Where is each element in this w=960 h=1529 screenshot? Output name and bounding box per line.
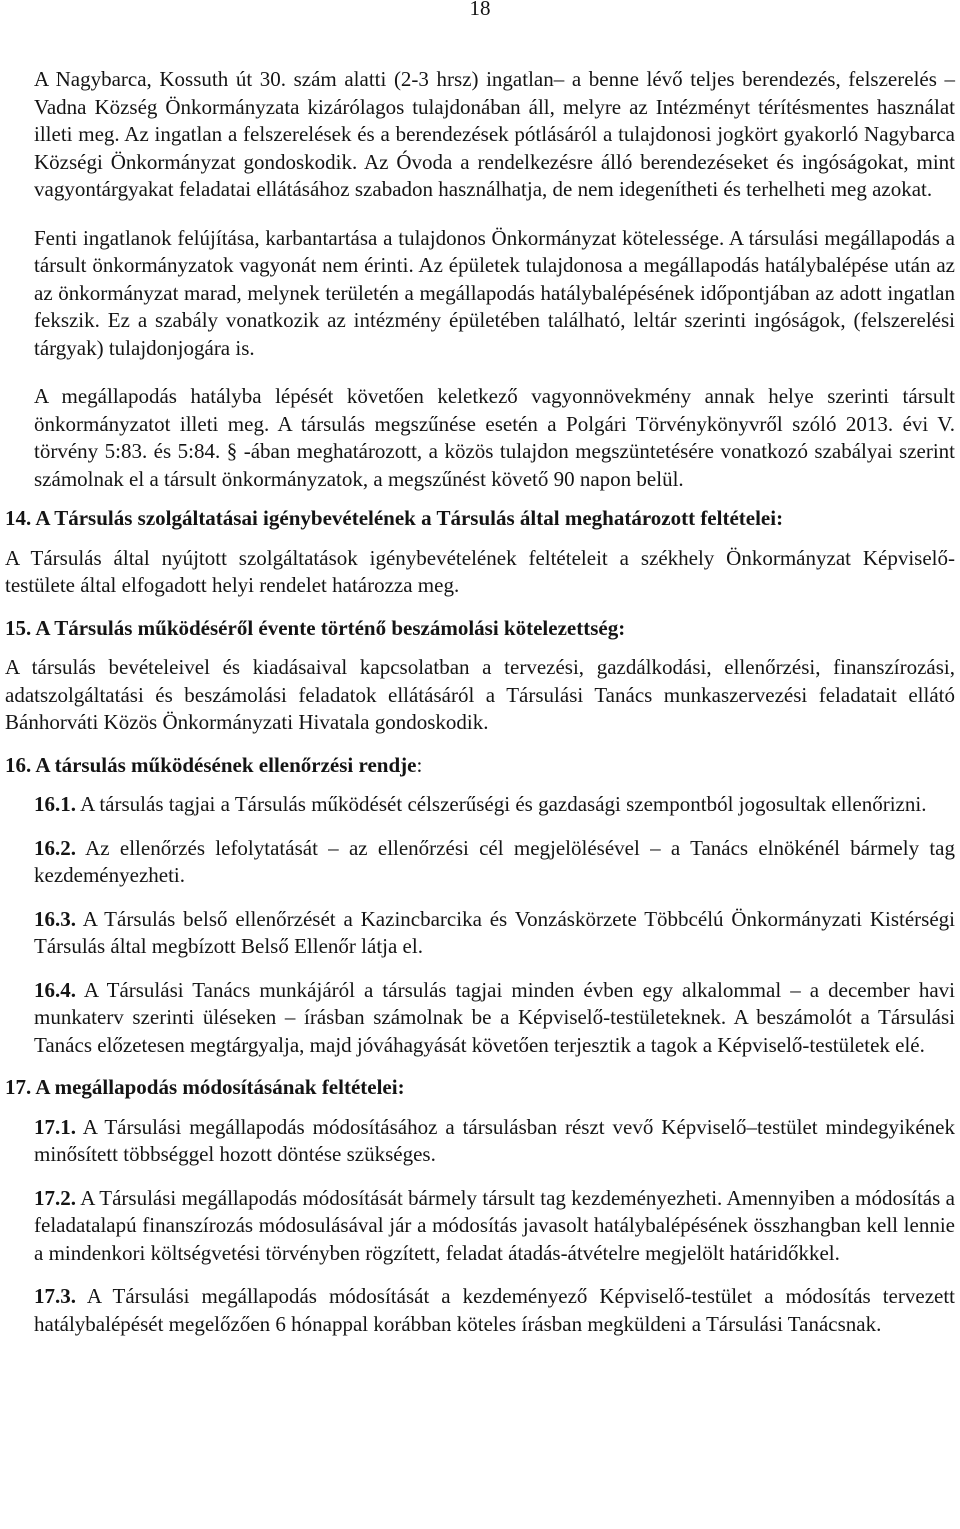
section-heading bbox=[5, 1074, 955, 1102]
section-body: A Társulás által nyújtott szolgáltatások igénybevételének feltételeit a székhely Önkormányzat Képviselő-testülete által elfogadott helyi rendelet határozza meg. bbox=[5, 545, 955, 597]
subsection-number: 17.2. bbox=[34, 1185, 76, 1210]
subsection-text: A Társulási megállapodás módosításához a társulásban részt vevő Képviselő–testület mindegyikének minősített többséggel hozott döntése szükséges. bbox=[34, 1114, 955, 1166]
subsection-number: 17.3. bbox=[34, 1284, 76, 1308]
section-14 bbox=[5, 505, 955, 600]
document-body bbox=[5, 66, 955, 1338]
page-number: 18 bbox=[469, 0, 491, 20]
section-17 bbox=[5, 1074, 955, 1338]
section-heading bbox=[5, 752, 955, 780]
section-body: A társulás bevételeivel és kiadásaival kapcsolatban a tervezési, gazdálkodási, ellenőrzési, finanszírozási, adatszolgáltatási és beszámolási feladatok ellátásáról a Társulási Tanács munkaszervezési feladatait ellátó Bánhorváti Közös Önkormányzati Hivatala gondoskodik. bbox=[5, 655, 955, 734]
subsection-item bbox=[34, 1283, 955, 1338]
intro-paragraph: Fenti ingatlanok felújítása, karbantartása a tulajdonos Önkormányzat kötelessége. A társulási megállapodás a társult önkormányzatok vagyonát nem érinti. Az épületek tulajdonosa a megállapodás hatálybalépése után az az önkormányzat marad, melynek területén a megállapodás hatálybalépésének időpontjában az adott ingatlan fekszik. Ez a szabály vonatkozik az intézmény épületében található, leltár szerinti ingóságok, (felszerelési tárgyak) tulajdonjogára is. bbox=[34, 225, 955, 360]
subsection-text: A Társulás belső ellenőrzését a Kazincbarcika és Vonzáskörzete Többcélú Önkormányzati Kistérségi Társulás által megbízott Belső Ellenőr látja el. bbox=[34, 906, 955, 958]
section-heading-suffix: : bbox=[416, 752, 423, 777]
section-heading bbox=[5, 615, 955, 643]
subsection-number: 16.1. bbox=[34, 792, 76, 816]
intro-paragraph: A Nagybarca, Kossuth út 30. szám alatti (2-3 hrsz) ingatlan– a benne lévő teljes berendezés, felszerelés – Vadna Község Önkormányzata kizárólagos tulajdonában áll, melyre az Intézményt térítésmentes használat illeti meg. Az ingatlan a felszerelések és a berendezések pótlásáról a tulajdonosi jogkört gyakorló Nagybarca Községi Önkormányzat gondoskodik. Az Óvoda a rendelkezésre álló berendezéseket és ingóságokat, mint vagyontárgyakat feladatai ellátásához szabadon használhatja, de nem idegenítheti és terhelheti meg azokat. bbox=[34, 67, 955, 201]
subsection-text: A Társulási megállapodás módosítását a kezdeményező Képviselő-testület a módosítás tervezett hatálybalépését megelőzően 6 hónappal korábban köteles írásban megküldeni a Társulási Tanácsnak. bbox=[34, 1284, 956, 1336]
subsection-item bbox=[34, 1114, 955, 1169]
section-heading bbox=[5, 505, 955, 533]
subsection-item bbox=[34, 835, 955, 890]
section-heading-text: 17. A megállapodás módosításának feltételei: bbox=[5, 1075, 405, 1099]
subsection-text: A Társulási megállapodás módosítását bármely társult tag kezdeményezheti. Amennyiben a módosítás a feladatalapú finanszírozás módosulásával jár a módosítás javasolt hatálybalépésének összhangban kell lennie a mindenkori költségvetési törvényben rögzített, feladat átadás-átvételre megjelölt határidőkkel. bbox=[34, 1185, 955, 1265]
subsection-number: 16.4. bbox=[34, 977, 76, 1002]
subsection-number: 16.2. bbox=[34, 835, 76, 860]
subsection-text: Az ellenőrzés lefolytatását – az ellenőrzési cél megjelölésével – a Tanács elnökénél bármely tag kezdeményezheti. bbox=[34, 835, 955, 887]
intro-block bbox=[5, 66, 955, 493]
subsection-item bbox=[34, 906, 955, 961]
subsection-number: 17.1. bbox=[34, 1114, 76, 1139]
section-15 bbox=[5, 615, 955, 737]
section-heading-text: 14. A Társulás szolgáltatásai igénybevételének a Társulás által meghatározott feltételei: bbox=[5, 506, 784, 530]
section-16 bbox=[5, 752, 955, 1060]
subsection-number: 16.3. bbox=[34, 906, 76, 931]
section-heading-text: 15. A Társulás működéséről évente történő beszámolási kötelezettség: bbox=[5, 615, 626, 640]
subsection-item bbox=[34, 791, 955, 819]
subsection-item bbox=[34, 1185, 955, 1268]
subsection-item bbox=[34, 977, 955, 1060]
intro-paragraph: A megállapodás hatályba lépését követően keletkező vagyonnövekmény annak helye szerinti társult önkormányzatot illeti meg. A társulás megszűnése esetén a Polgári Törvénykönyvről szóló 2013. évi V. törvény 5:83. és 5:84. § -ában meghatározott, a közös tulajdon megszüntetésére vonatkozó szabályai szerint számolnak el a társult önkormányzatok, a megszűnést követő 90 napon belül. bbox=[34, 384, 955, 491]
section-heading-text: 16. A társulás működésének ellenőrzési rendje bbox=[5, 752, 417, 777]
subsection-text: A társulás tagjai a Társulás működését célszerűségi és gazdasági szempontból jogosultak ellenőrizni. bbox=[80, 792, 927, 816]
subsection-text: A Társulási Tanács munkájáról a társulás tagjai minden évben egy alkalommal – a december havi munkaterv szerinti üléseken – írásban számolnak be a Képviselő-testületeknek. A beszámolót a Társulási Tanács előzetesen megtárgyalja, majd jóváhagyását követően terjesztik a tagok a Képviselő-testületek elé. bbox=[34, 977, 956, 1057]
